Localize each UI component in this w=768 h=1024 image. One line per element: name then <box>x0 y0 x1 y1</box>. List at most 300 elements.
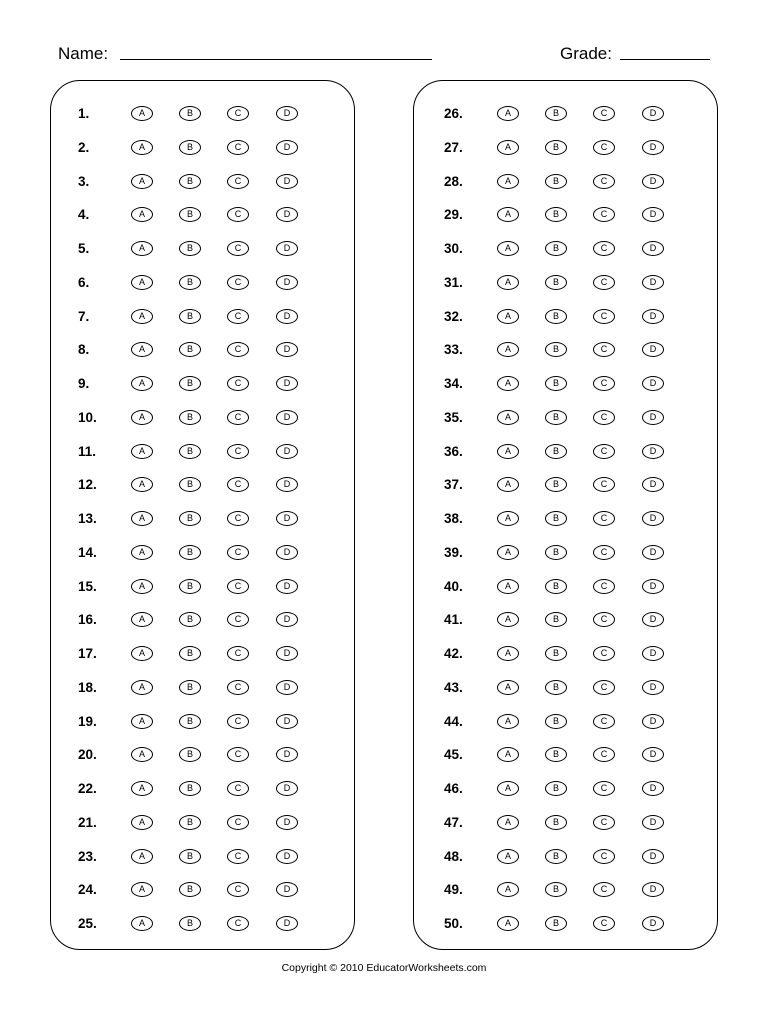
answer-bubble-b[interactable]: B <box>545 140 567 155</box>
answer-bubble-c[interactable]: C <box>593 444 615 459</box>
answer-bubble-a[interactable]: A <box>131 106 153 121</box>
answer-bubble-b[interactable]: B <box>179 410 201 425</box>
question-row <box>51 880 354 900</box>
answer-bubble-b[interactable]: B <box>179 309 201 324</box>
answer-bubble-d[interactable]: D <box>276 174 298 189</box>
answer-bubble-a[interactable]: A <box>497 207 519 222</box>
answer-bubble-d[interactable]: D <box>276 612 298 627</box>
question-row <box>51 577 354 597</box>
question-number: 32. <box>444 308 463 324</box>
answer-bubble-c[interactable]: C <box>227 714 249 729</box>
answer-bubble-b[interactable]: B <box>545 410 567 425</box>
answer-bubble-d[interactable]: D <box>276 747 298 762</box>
answer-bubble-d[interactable]: D <box>276 714 298 729</box>
question-row <box>414 442 717 462</box>
question-row <box>414 914 717 934</box>
answer-bubble-a[interactable]: A <box>497 680 519 695</box>
answer-bubble-a[interactable]: A <box>131 882 153 897</box>
question-number: 10. <box>78 409 97 425</box>
question-row <box>51 273 354 293</box>
answer-bubble-d[interactable]: D <box>276 511 298 526</box>
answer-bubble-a[interactable]: A <box>131 376 153 391</box>
question-number: 41. <box>444 612 463 628</box>
question-number: 47. <box>444 814 463 830</box>
answer-bubble-a[interactable]: A <box>497 275 519 290</box>
answer-bubble-d[interactable]: D <box>276 916 298 931</box>
answer-bubble-d[interactable]: D <box>642 747 664 762</box>
answer-bubble-b[interactable]: B <box>179 376 201 391</box>
answer-bubble-c[interactable]: C <box>593 309 615 324</box>
question-row <box>414 813 717 833</box>
answer-bubble-d[interactable]: D <box>642 410 664 425</box>
answer-bubble-d[interactable]: D <box>276 781 298 796</box>
answer-bubble-a[interactable]: A <box>497 511 519 526</box>
answer-bubble-a[interactable]: A <box>497 882 519 897</box>
question-number: 6. <box>78 274 90 290</box>
answer-bubble-b[interactable]: B <box>545 579 567 594</box>
answer-bubble-d[interactable]: D <box>642 916 664 931</box>
question-row <box>414 847 717 867</box>
answer-bubble-d[interactable]: D <box>276 207 298 222</box>
answer-bubble-b[interactable]: B <box>545 815 567 830</box>
answer-bubble-c[interactable]: C <box>227 477 249 492</box>
answer-bubble-b[interactable]: B <box>545 646 567 661</box>
answer-bubble-b[interactable]: B <box>179 916 201 931</box>
answer-bubble-d[interactable]: D <box>642 815 664 830</box>
answer-bubble-c[interactable]: C <box>227 342 249 357</box>
answer-bubble-c[interactable]: C <box>227 140 249 155</box>
answer-bubble-c[interactable]: C <box>593 174 615 189</box>
answer-bubble-c[interactable]: C <box>593 882 615 897</box>
question-row <box>51 509 354 529</box>
answer-bubble-c[interactable]: C <box>593 714 615 729</box>
answer-bubble-b[interactable]: B <box>179 444 201 459</box>
question-row <box>414 610 717 630</box>
answer-bubble-c[interactable]: C <box>227 444 249 459</box>
answer-bubble-d[interactable]: D <box>642 545 664 560</box>
answer-bubble-d[interactable]: D <box>276 140 298 155</box>
answer-bubble-c[interactable]: C <box>593 477 615 492</box>
answer-bubble-a[interactable]: A <box>497 916 519 931</box>
grade-label: Grade: <box>560 44 612 63</box>
answer-bubble-b[interactable]: B <box>179 781 201 796</box>
answer-bubble-b[interactable]: B <box>545 376 567 391</box>
question-row <box>51 914 354 934</box>
answer-bubble-d[interactable]: D <box>276 882 298 897</box>
answer-bubble-d[interactable]: D <box>276 444 298 459</box>
answer-bubble-c[interactable]: C <box>593 781 615 796</box>
answer-bubble-c[interactable]: C <box>227 106 249 121</box>
answer-bubble-a[interactable]: A <box>131 140 153 155</box>
answer-bubble-b[interactable]: B <box>545 106 567 121</box>
answer-bubble-a[interactable]: A <box>131 646 153 661</box>
answer-bubble-d[interactable]: D <box>276 376 298 391</box>
answer-bubble-c[interactable]: C <box>227 511 249 526</box>
answer-bubble-d[interactable]: D <box>642 140 664 155</box>
question-number: 25. <box>78 916 97 931</box>
answer-bubble-a[interactable]: A <box>497 309 519 324</box>
answer-bubble-a[interactable]: A <box>497 714 519 729</box>
question-number: 7. <box>78 308 90 324</box>
answer-bubble-d[interactable]: D <box>276 545 298 560</box>
answer-bubble-d[interactable]: D <box>642 342 664 357</box>
answer-bubble-c[interactable]: C <box>227 612 249 627</box>
answer-bubble-b[interactable]: B <box>545 275 567 290</box>
answer-bubble-b[interactable]: B <box>179 612 201 627</box>
question-number: 46. <box>444 781 463 796</box>
answer-bubble-a[interactable]: A <box>131 680 153 695</box>
answer-bubble-b[interactable]: B <box>545 781 567 796</box>
answer-bubble-b[interactable]: B <box>179 747 201 762</box>
answer-bubble-d[interactable]: D <box>642 781 664 796</box>
question-row <box>414 712 717 732</box>
answer-bubble-b[interactable]: B <box>545 174 567 189</box>
question-row <box>414 104 717 124</box>
answer-bubble-b[interactable]: B <box>179 714 201 729</box>
question-number: 39. <box>444 544 463 560</box>
answer-bubble-b[interactable]: B <box>545 545 567 560</box>
answer-bubble-c[interactable]: C <box>227 646 249 661</box>
answer-bubble-b[interactable]: B <box>545 309 567 324</box>
answer-bubble-b[interactable]: B <box>179 545 201 560</box>
answer-bubble-c[interactable]: C <box>593 680 615 695</box>
answer-bubble-d[interactable]: D <box>276 646 298 661</box>
answer-bubble-a[interactable]: A <box>131 511 153 526</box>
answer-bubble-b[interactable]: B <box>545 612 567 627</box>
question-number: 33. <box>444 342 463 358</box>
answer-bubble-d[interactable]: D <box>276 815 298 830</box>
question-number: 23. <box>78 848 97 864</box>
answer-bubble-a[interactable]: A <box>497 579 519 594</box>
question-row <box>414 239 717 259</box>
answer-bubble-c[interactable]: C <box>227 207 249 222</box>
answer-bubble-b[interactable]: B <box>545 747 567 762</box>
answer-bubble-c[interactable]: C <box>227 781 249 796</box>
answer-bubble-b[interactable]: B <box>179 882 201 897</box>
question-row <box>414 509 717 529</box>
answer-bubble-b[interactable]: B <box>179 241 201 256</box>
answer-bubble-d[interactable]: D <box>642 511 664 526</box>
question-row <box>51 779 354 799</box>
question-row <box>414 745 717 765</box>
question-number: 11. <box>78 443 97 459</box>
question-number: 22. <box>78 781 97 796</box>
answer-bubble-c[interactable]: C <box>593 511 615 526</box>
question-panel-right <box>413 80 718 950</box>
answer-bubble-c[interactable]: C <box>593 545 615 560</box>
answer-bubble-a[interactable]: A <box>497 646 519 661</box>
grade-write-line[interactable] <box>620 59 710 60</box>
answer-bubble-b[interactable]: B <box>179 342 201 357</box>
answer-bubble-b[interactable]: B <box>179 174 201 189</box>
question-row <box>51 543 354 563</box>
question-number: 36. <box>444 443 463 459</box>
answer-bubble-d[interactable]: D <box>276 106 298 121</box>
question-number: 30. <box>444 241 463 256</box>
question-row <box>414 678 717 698</box>
question-number: 49. <box>444 882 463 898</box>
answer-bubble-b[interactable]: B <box>179 275 201 290</box>
question-number: 2. <box>78 139 90 155</box>
answer-bubble-a[interactable]: A <box>131 579 153 594</box>
question-row <box>414 543 717 563</box>
answer-bubble-a[interactable]: A <box>497 410 519 425</box>
answer-bubble-d[interactable]: D <box>642 849 664 864</box>
question-number: 50. <box>444 916 463 931</box>
answer-bubble-b[interactable]: B <box>179 579 201 594</box>
answer-bubble-d[interactable]: D <box>642 444 664 459</box>
answer-bubble-d[interactable]: D <box>276 849 298 864</box>
answer-bubble-a[interactable]: A <box>497 140 519 155</box>
question-number: 43. <box>444 679 463 695</box>
answer-bubble-b[interactable]: B <box>545 342 567 357</box>
question-number: 5. <box>78 241 90 256</box>
answer-bubble-c[interactable]: C <box>593 207 615 222</box>
question-row <box>414 205 717 225</box>
question-number: 27. <box>444 139 463 155</box>
question-row <box>51 610 354 630</box>
question-row <box>51 712 354 732</box>
answer-bubble-b[interactable]: B <box>545 882 567 897</box>
answer-bubble-c[interactable]: C <box>227 882 249 897</box>
answer-bubble-c[interactable]: C <box>593 106 615 121</box>
answer-bubble-a[interactable]: A <box>131 477 153 492</box>
answer-bubble-c[interactable]: C <box>593 376 615 391</box>
answer-bubble-c[interactable]: C <box>227 376 249 391</box>
question-number: 38. <box>444 511 463 526</box>
answer-bubble-d[interactable]: D <box>642 612 664 627</box>
answer-bubble-c[interactable]: C <box>227 579 249 594</box>
answer-bubble-d[interactable]: D <box>642 680 664 695</box>
answer-bubble-a[interactable]: A <box>497 477 519 492</box>
copyright-text: Copyright © 2010 EducatorWorksheets.com <box>281 962 487 974</box>
answer-bubble-c[interactable]: C <box>593 410 615 425</box>
answer-bubble-c[interactable]: C <box>227 815 249 830</box>
question-number: 3. <box>78 173 90 189</box>
answer-bubble-d[interactable]: D <box>642 275 664 290</box>
answer-bubble-a[interactable]: A <box>131 410 153 425</box>
answer-bubble-b[interactable]: B <box>545 680 567 695</box>
question-number: 1. <box>78 106 90 121</box>
answer-bubble-c[interactable]: C <box>593 747 615 762</box>
question-row <box>414 172 717 192</box>
answer-bubble-a[interactable]: A <box>497 781 519 796</box>
question-number: 28. <box>444 173 463 189</box>
question-row <box>414 880 717 900</box>
question-number: 9. <box>78 376 90 391</box>
question-row <box>414 307 717 327</box>
question-number: 14. <box>78 544 97 560</box>
answer-bubble-c[interactable]: C <box>227 680 249 695</box>
question-number: 15. <box>78 578 97 594</box>
answer-bubble-d[interactable]: D <box>276 241 298 256</box>
answer-bubble-a[interactable]: A <box>131 444 153 459</box>
answer-bubble-a[interactable]: A <box>131 241 153 256</box>
answer-bubble-a[interactable]: A <box>497 849 519 864</box>
question-row <box>414 475 717 495</box>
answer-bubble-b[interactable]: B <box>545 477 567 492</box>
answer-bubble-a[interactable]: A <box>497 241 519 256</box>
question-number: 48. <box>444 848 463 864</box>
answer-bubble-a[interactable]: A <box>131 275 153 290</box>
answer-bubble-c[interactable]: C <box>227 309 249 324</box>
answer-bubble-a[interactable]: A <box>497 747 519 762</box>
answer-bubble-a[interactable]: A <box>131 747 153 762</box>
question-row <box>51 138 354 158</box>
answer-bubble-c[interactable]: C <box>593 815 615 830</box>
answer-bubble-c[interactable]: C <box>227 916 249 931</box>
answer-bubble-b[interactable]: B <box>545 444 567 459</box>
answer-bubble-b[interactable]: B <box>179 207 201 222</box>
question-row <box>51 678 354 698</box>
answer-bubble-d[interactable]: D <box>276 680 298 695</box>
answer-bubble-d[interactable]: D <box>642 477 664 492</box>
question-number: 17. <box>78 646 97 661</box>
question-number: 4. <box>78 207 90 223</box>
question-number: 29. <box>444 207 463 223</box>
answer-bubble-c[interactable]: C <box>593 579 615 594</box>
answer-bubble-d[interactable]: D <box>276 410 298 425</box>
question-row <box>51 172 354 192</box>
answer-bubble-a[interactable]: A <box>131 545 153 560</box>
question-number: 8. <box>78 342 90 358</box>
answer-bubble-b[interactable]: B <box>545 511 567 526</box>
question-number: 35. <box>444 409 463 425</box>
question-row <box>51 239 354 259</box>
answer-bubble-a[interactable]: A <box>131 714 153 729</box>
answer-bubble-c[interactable]: C <box>227 241 249 256</box>
answer-bubble-c[interactable]: C <box>227 275 249 290</box>
answer-bubble-b[interactable]: B <box>179 680 201 695</box>
answer-bubble-b[interactable]: B <box>179 106 201 121</box>
question-row <box>414 779 717 799</box>
question-row <box>414 340 717 360</box>
answer-bubble-b[interactable]: B <box>179 646 201 661</box>
answer-bubble-b[interactable]: B <box>179 140 201 155</box>
question-row <box>51 847 354 867</box>
answer-bubble-d[interactable]: D <box>642 241 664 256</box>
answer-bubble-a[interactable]: A <box>497 106 519 121</box>
answer-bubble-d[interactable]: D <box>276 579 298 594</box>
question-panel-left <box>50 80 355 950</box>
answer-bubble-a[interactable]: A <box>497 444 519 459</box>
answer-bubble-a[interactable]: A <box>131 815 153 830</box>
question-row <box>414 138 717 158</box>
answer-bubble-d[interactable]: D <box>642 714 664 729</box>
question-number: 12. <box>78 477 97 493</box>
name-label: Name: <box>58 44 109 63</box>
answer-bubble-c[interactable]: C <box>593 342 615 357</box>
question-row <box>51 475 354 495</box>
answer-bubble-a[interactable]: A <box>497 815 519 830</box>
question-number: 19. <box>78 713 97 729</box>
question-row <box>414 374 717 394</box>
answer-bubble-a[interactable]: A <box>497 612 519 627</box>
answer-bubble-c[interactable]: C <box>227 849 249 864</box>
question-number: 42. <box>444 646 463 661</box>
answer-bubble-c[interactable]: C <box>227 545 249 560</box>
question-row <box>51 745 354 765</box>
answer-bubble-c[interactable]: C <box>593 646 615 661</box>
question-number: 20. <box>78 747 97 763</box>
question-row <box>51 813 354 833</box>
answer-bubble-c[interactable]: C <box>593 916 615 931</box>
answer-bubble-d[interactable]: D <box>642 309 664 324</box>
answer-bubble-d[interactable]: D <box>642 207 664 222</box>
answer-bubble-a[interactable]: A <box>131 207 153 222</box>
answer-bubble-c[interactable]: C <box>227 410 249 425</box>
answer-bubble-a[interactable]: A <box>131 612 153 627</box>
question-number: 24. <box>78 882 97 898</box>
answer-bubble-b[interactable]: B <box>545 714 567 729</box>
answer-bubble-d[interactable]: D <box>642 579 664 594</box>
answer-bubble-b[interactable]: B <box>545 241 567 256</box>
answer-bubble-d[interactable]: D <box>642 646 664 661</box>
answer-bubble-c[interactable]: C <box>593 612 615 627</box>
answer-bubble-d[interactable]: D <box>276 477 298 492</box>
answer-bubble-b[interactable]: B <box>545 207 567 222</box>
answer-bubble-b[interactable]: B <box>179 849 201 864</box>
question-row <box>51 307 354 327</box>
question-row <box>51 374 354 394</box>
answer-bubble-a[interactable]: A <box>497 342 519 357</box>
question-number: 26. <box>444 106 463 121</box>
question-number: 40. <box>444 578 463 594</box>
answer-bubble-a[interactable]: A <box>131 342 153 357</box>
answer-bubble-d[interactable]: D <box>276 275 298 290</box>
answer-bubble-c[interactable]: C <box>593 241 615 256</box>
question-row <box>51 442 354 462</box>
answer-bubble-b[interactable]: B <box>179 477 201 492</box>
question-number: 37. <box>444 477 463 493</box>
question-row <box>51 644 354 664</box>
answer-bubble-d[interactable]: D <box>642 376 664 391</box>
answer-bubble-d[interactable]: D <box>642 174 664 189</box>
answer-bubble-a[interactable]: A <box>131 916 153 931</box>
question-number: 16. <box>78 612 97 628</box>
answer-bubble-b[interactable]: B <box>545 916 567 931</box>
question-number: 45. <box>444 747 463 763</box>
question-row <box>51 340 354 360</box>
answer-bubble-b[interactable]: B <box>179 815 201 830</box>
question-row <box>414 408 717 428</box>
question-number: 34. <box>444 376 463 391</box>
question-row <box>51 205 354 225</box>
answer-bubble-c[interactable]: C <box>227 747 249 762</box>
answer-bubble-b[interactable]: B <box>545 849 567 864</box>
answer-bubble-a[interactable]: A <box>131 309 153 324</box>
answer-bubble-a[interactable]: A <box>497 174 519 189</box>
answer-bubble-d[interactable]: D <box>276 309 298 324</box>
question-row <box>414 273 717 293</box>
answer-bubble-c[interactable]: C <box>593 140 615 155</box>
question-number: 31. <box>444 274 463 290</box>
answer-bubble-d[interactable]: D <box>276 342 298 357</box>
question-number: 13. <box>78 511 97 526</box>
answer-bubble-c[interactable]: C <box>593 275 615 290</box>
name-write-line[interactable] <box>120 59 432 60</box>
answer-bubble-d[interactable]: D <box>642 882 664 897</box>
answer-bubble-d[interactable]: D <box>642 106 664 121</box>
answer-bubble-c[interactable]: C <box>593 849 615 864</box>
answer-bubble-a[interactable]: A <box>497 376 519 391</box>
answer-bubble-b[interactable]: B <box>179 511 201 526</box>
answer-bubble-a[interactable]: A <box>497 545 519 560</box>
answer-bubble-a[interactable]: A <box>131 174 153 189</box>
answer-bubble-a[interactable]: A <box>131 849 153 864</box>
answer-bubble-c[interactable]: C <box>227 174 249 189</box>
answer-bubble-a[interactable]: A <box>131 781 153 796</box>
